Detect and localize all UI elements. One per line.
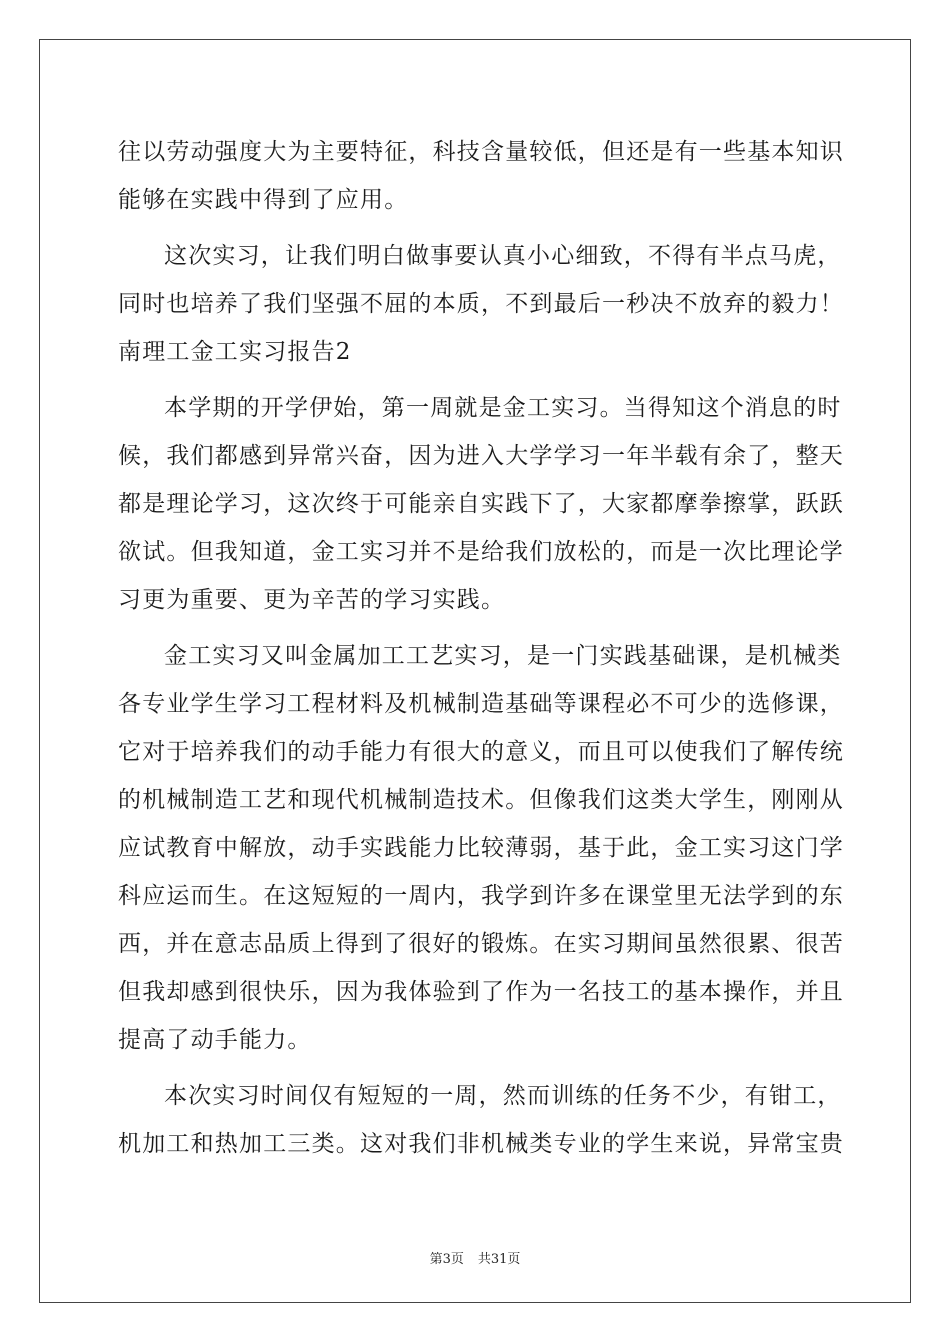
paragraph <box>118 632 844 1064</box>
text-line: 金工实习又叫金属加工工艺实习，是一门实践基础课，是机械类 <box>164 643 842 669</box>
text-line: 本次实习时间仅有短短的一周，然而训练的任务不少，有钳工， <box>164 1083 842 1109</box>
text-line: 西，并在意志品质上得到了很好的锻炼。在实习期间虽然很累、很苦 <box>118 931 844 957</box>
page-number: 第3页 <box>429 1252 464 1267</box>
paragraph <box>118 232 844 376</box>
text-line: 习更为重要、更为辛苦的学习实践。 <box>118 587 506 613</box>
paragraph <box>118 1072 844 1168</box>
text-line: 提高了动手能力。 <box>118 1027 312 1053</box>
paragraph <box>118 128 844 224</box>
document-body <box>118 128 844 1168</box>
page-footer <box>0 1248 950 1267</box>
paragraph-gap <box>118 376 836 384</box>
text-line: 同时也培养了我们坚强不屈的本质，不到最后一秒决不放弃的毅力！ <box>118 291 844 317</box>
text-line: 往以劳动强度大为主要特征，科技含量较低，但还是有一些基本知识 <box>118 139 844 165</box>
text-line: 各专业学生学习工程材料及机械制造基础等课程必不可少的选修课， <box>118 691 844 717</box>
text-line: 欲试。但我知道，金工实习并不是给我们放松的，而是一次比理论学 <box>118 539 844 565</box>
total-pages: 共31页 <box>477 1252 521 1267</box>
paragraph-gap <box>118 224 836 232</box>
text-line: 应试教育中解放，动手实践能力比较薄弱，基于此，金工实习这门学 <box>118 835 844 861</box>
text-line: 本学期的开学伊始，第一周就是金工实习。当得知这个消息的时 <box>164 395 842 421</box>
paragraph-gap <box>118 1064 836 1072</box>
text-line: 但我却感到很快乐，因为我体验到了作为一名技工的基本操作，并且 <box>118 979 844 1005</box>
text-line: 这次实习，让我们明白做事要认真小心细致，不得有半点马虎， <box>164 243 842 269</box>
text-line: 它对于培养我们的动手能力有很大的意义，而且可以使我们了解传统 <box>118 739 844 765</box>
text-line: 能够在实践中得到了应用。 <box>118 187 409 213</box>
text-line: 都是理论学习，这次终于可能亲自实践下了，大家都摩拳擦掌，跃跃 <box>118 491 844 517</box>
text-line: 科应运而生。在这短短的一周内，我学到许多在课堂里无法学到的东 <box>118 883 844 909</box>
paragraph-gap <box>118 624 836 632</box>
text-line: 候，我们都感到异常兴奋，因为进入大学学习一年半载有余了，整天 <box>118 443 844 469</box>
paragraph <box>118 384 844 624</box>
text-line: 的机械制造工艺和现代机械制造技术。但像我们这类大学生，刚刚从 <box>118 787 844 813</box>
text-line: 南理工金工实习报告2 <box>118 339 352 365</box>
text-line: 机加工和热加工三类。这对我们非机械类专业的学生来说，异常宝贵 <box>118 1131 844 1157</box>
